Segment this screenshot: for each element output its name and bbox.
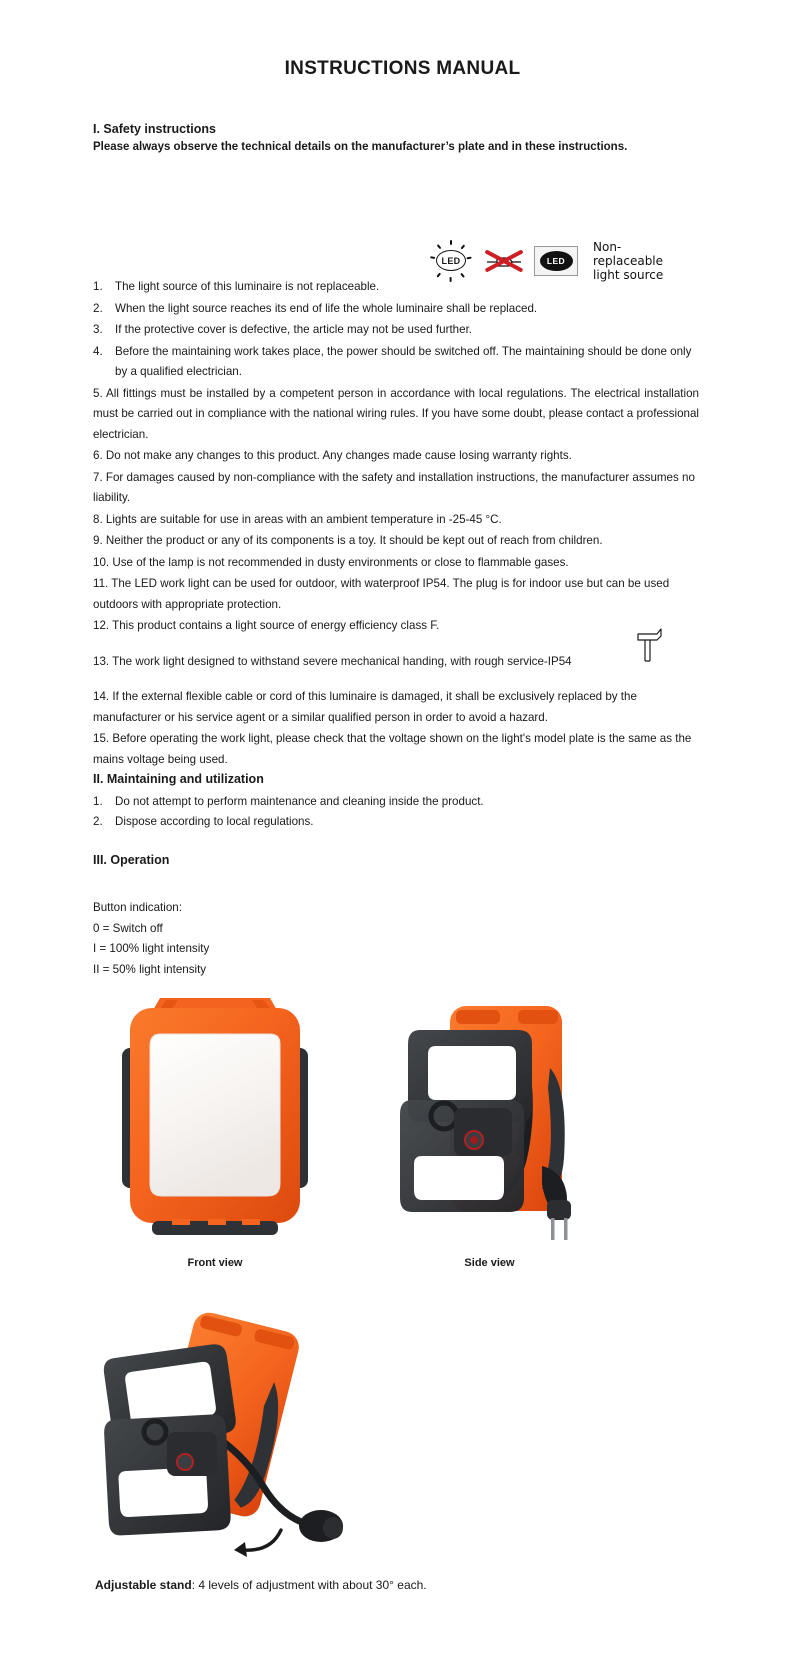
list-item-text: For damages caused by non-compliance with the safety and installation instructions, the manufacturer assumes no liability. — [93, 470, 695, 504]
list-item-text: Do not attempt to perform maintenance and cleaning inside the product. — [115, 795, 484, 808]
list-item-text: All fittings must be installed by a competent person in accordance with local regulations. The electrical installation must be carried out in compliance with the national wiring rules. If you have some doubt, please contact a professional electrician. — [93, 386, 699, 441]
list-item-number: 6. — [93, 449, 103, 462]
list-item-number: 11. — [93, 577, 109, 590]
list-item-text: The work light designed to withstand severe mechanical handing, with rough service-IP54 — [112, 654, 572, 668]
list-item — [93, 729, 699, 770]
led-module-label: LED — [540, 251, 573, 271]
list-item — [93, 553, 699, 574]
list-item-number: 8. — [93, 512, 103, 526]
list-item — [93, 299, 699, 320]
non-replaceable-line-1: Non- — [593, 240, 622, 254]
list-item — [93, 510, 699, 531]
adjustable-stand-caption — [95, 1578, 427, 1592]
adjustable-stand-caption-label: Adjustable stand — [95, 1578, 192, 1592]
non-replaceable-text — [593, 240, 663, 282]
hammer-icon — [631, 624, 665, 664]
side-view-caption: Side view — [464, 1257, 515, 1269]
section-heading-maintaining: II. Maintaining and utilization — [93, 772, 264, 786]
list-item — [93, 792, 699, 812]
non-replaceable-line-2: replaceable — [593, 254, 664, 268]
list-item-number: 7. — [93, 470, 103, 484]
non-replaceable-icon-group — [428, 240, 663, 282]
list-item-text: Neither the product or any of its components is a toy. It should be kept out of reach from children. — [105, 534, 603, 547]
button-indication-block — [93, 898, 209, 980]
list-item — [93, 277, 699, 298]
side-view-figure — [392, 988, 587, 1269]
list-item — [93, 531, 699, 552]
list-item — [93, 616, 699, 637]
list-item — [93, 574, 699, 615]
list-item — [93, 812, 699, 832]
list-item-number: 14. — [93, 690, 110, 703]
list-item-number: 3. — [93, 323, 103, 336]
list-item-text: Dispose according to local regulations. — [115, 815, 314, 828]
list-item-text: If the protective cover is defective, the article may not be used further. — [115, 323, 473, 336]
list-item-text: When the light source reaches its end of life the whole luminaire shall be replaced. — [115, 301, 538, 315]
list-item-number: 12. — [93, 619, 110, 632]
list-item — [93, 652, 699, 673]
list-item-number: 10. — [93, 555, 110, 569]
led-module-icon — [534, 246, 578, 276]
front-view-caption: Front view — [187, 1257, 243, 1269]
list-item-number: 4. — [93, 344, 103, 358]
instructions-manual-page — [0, 58, 805, 1658]
page-title: INSTRUCTIONS MANUAL — [284, 58, 521, 79]
list-item-text: Lights are suitable for use in areas with an ambient temperature in -25-45 °C. — [105, 512, 502, 526]
section-heading-safety: I. Safety instructions — [93, 122, 216, 136]
list-item — [93, 384, 699, 446]
adjustable-stand-caption-detail: : 4 levels of adjustment with about 30° each. — [191, 1578, 427, 1592]
list-item — [93, 342, 699, 383]
list-item-text: The light source of this luminaire is not replaceable. — [115, 280, 380, 293]
list-item — [93, 320, 699, 341]
section-operation — [93, 853, 699, 867]
list-item-number: 1. — [93, 795, 103, 808]
list-item-number: 1. — [93, 280, 103, 293]
section-heading-operation: III. Operation — [93, 853, 170, 867]
list-item-number: 2. — [93, 815, 103, 828]
list-item — [93, 687, 699, 728]
front-view-image — [120, 988, 310, 1246]
adjustable-stand-figure — [95, 1306, 385, 1566]
list-item-number: 15. — [93, 732, 110, 745]
led-sun-label: LED — [436, 250, 466, 271]
button-indication-line-0: 0 = Switch off — [93, 921, 163, 935]
list-item-text: Before operating the work light, please check that the voltage shown on the light's model plate is the same as the mains voltage being used. — [93, 732, 692, 766]
safety-instruction-list — [93, 277, 699, 771]
list-item-text: Do not make any changes to this product. Any changes made cause losing warranty rights. — [105, 449, 572, 462]
list-item-number: 2. — [93, 301, 103, 315]
safety-lead-text: Please always observe the technical details on the manufacturer’s plate and in these instructions. — [93, 141, 628, 153]
front-view-figure — [120, 988, 310, 1269]
non-replaceable-line-3: light source — [593, 268, 664, 282]
button-indication-title: Button indication: — [93, 901, 182, 914]
list-item-text: The LED work light can be used for outdoor, with waterproof IP54. The plug is for indoor use but can be used outdoors with appropriate protection. — [93, 577, 670, 611]
list-item-text: Before the maintaining work takes place, the power should be switched off. The maintaining should be done only by a qualified electrician. — [115, 344, 692, 378]
list-item-text: If the external flexible cable or cord of this luminaire is damaged, it shall be exclusively replaced by the manufacturer or his service agent or a similar qualified person in order to avoid a hazard. — [93, 690, 637, 724]
button-indication-line-1: I = 100% light intensity — [93, 942, 210, 955]
crossed-out-bulb-icon — [483, 245, 525, 277]
list-item-text: Use of the lamp is not recommended in dusty environments or close to flammable gases. — [112, 555, 569, 569]
side-view-image — [392, 988, 587, 1246]
list-item — [93, 468, 699, 509]
list-item-number: 5. — [93, 386, 103, 400]
adjustable-stand-image — [95, 1306, 385, 1561]
list-item — [93, 446, 699, 467]
list-item-number: 13. — [93, 654, 110, 668]
section-maintaining — [93, 772, 699, 832]
button-indication-line-2: II = 50% light intensity — [93, 962, 207, 976]
list-item-number: 9. — [93, 534, 103, 547]
list-item-text: This product contains a light source of energy efficiency class F. — [112, 619, 440, 632]
led-sun-icon — [428, 240, 474, 282]
